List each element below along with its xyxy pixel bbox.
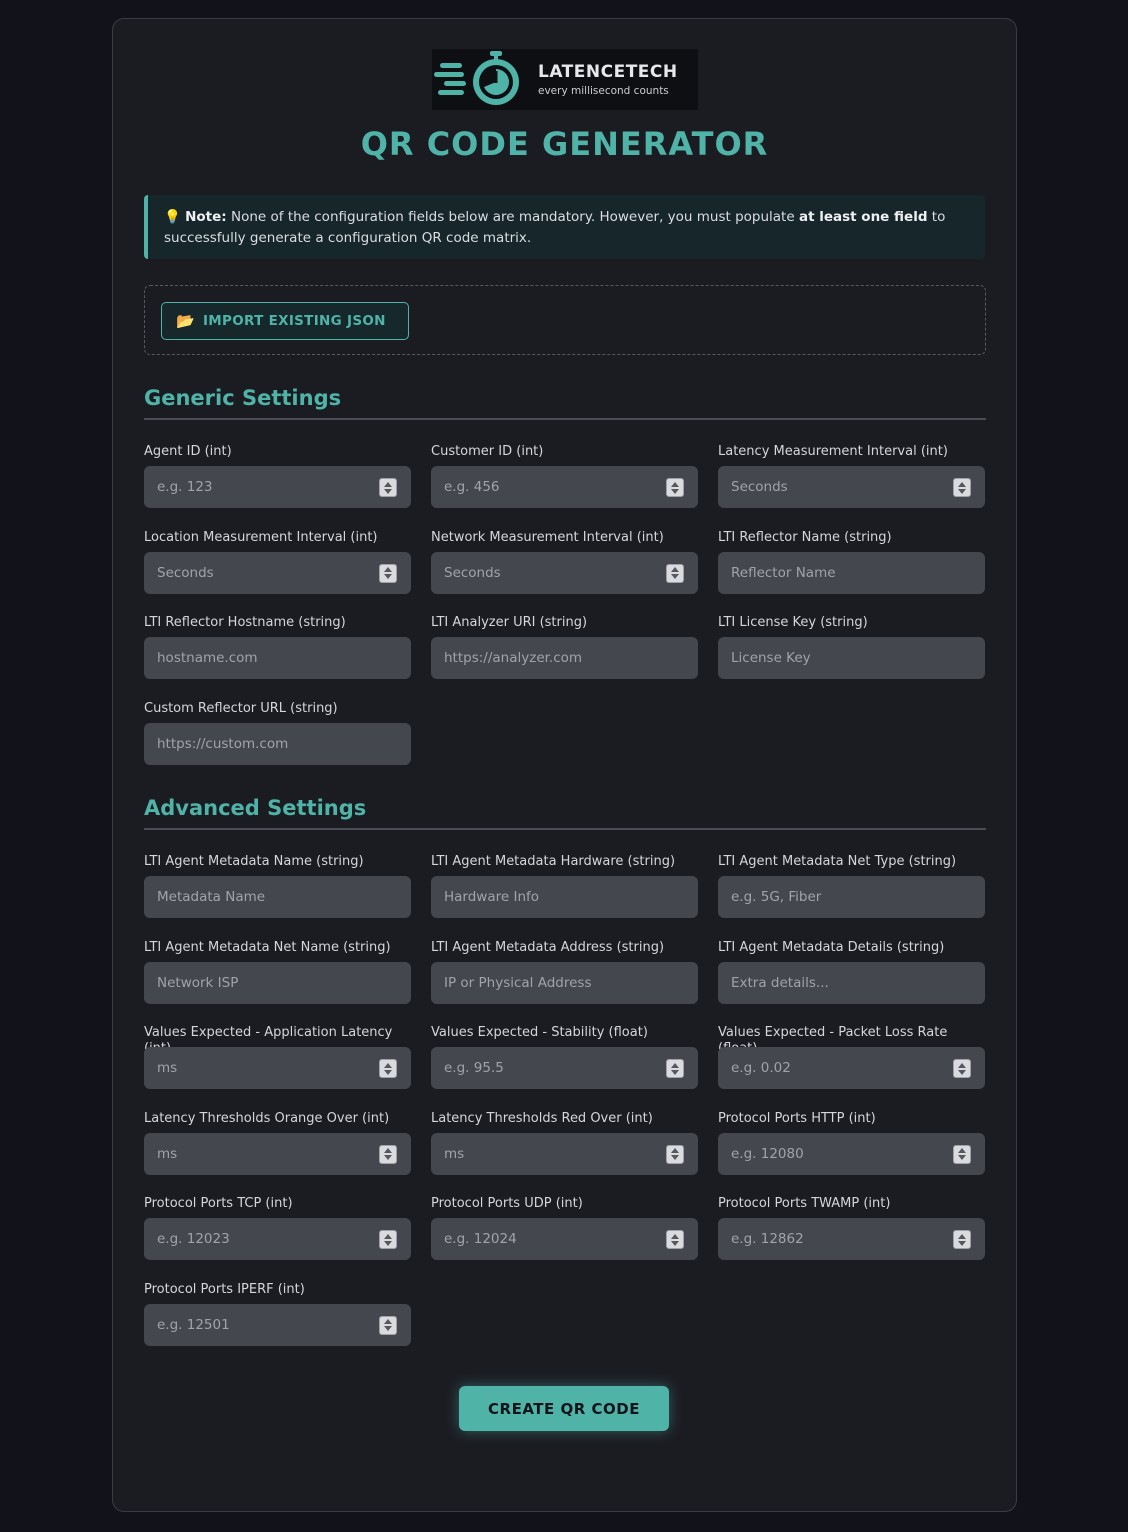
spinner-arrows-icon[interactable] bbox=[666, 564, 684, 583]
latency-thresholds-red-over-label: Latency Thresholds Red Over (int) bbox=[431, 1110, 653, 1126]
latency-thresholds-orange-over-label: Latency Thresholds Orange Over (int) bbox=[144, 1110, 390, 1126]
lti-agent-metadata-address-placeholder: IP or Physical Address bbox=[444, 974, 592, 991]
values-expected-application-latency-field bbox=[144, 1025, 411, 1111]
note-text: None of the configuration fields below are mandatory. However, you must populate bbox=[231, 209, 795, 225]
spinner-arrows-icon[interactable] bbox=[379, 478, 397, 497]
latency-measurement-interval-label: Latency Measurement Interval (int) bbox=[718, 444, 948, 459]
spinner-arrows-icon[interactable] bbox=[666, 478, 684, 497]
latency-thresholds-red-over-input[interactable] bbox=[431, 1133, 698, 1175]
values-expected-packet-loss-rate-input[interactable] bbox=[718, 1047, 985, 1089]
lti-agent-metadata-address-label: LTI Agent Metadata Address (string) bbox=[431, 939, 665, 955]
network-measurement-interval-label: Network Measurement Interval (int) bbox=[431, 529, 664, 545]
agent-id-field bbox=[144, 444, 411, 530]
protocol-ports-twamp-input[interactable] bbox=[718, 1218, 985, 1260]
lti-agent-metadata-hardware-field bbox=[431, 854, 698, 940]
custom-reflector-url-label: Custom Reflector URL (string) bbox=[144, 700, 338, 716]
protocol-ports-tcp-label: Protocol Ports TCP (int) bbox=[144, 1196, 293, 1211]
protocol-ports-twamp-field bbox=[718, 1196, 985, 1282]
latency-thresholds-orange-over-placeholder: ms bbox=[157, 1145, 178, 1162]
lti-agent-metadata-hardware-input[interactable] bbox=[431, 876, 698, 918]
spinner-arrows-icon[interactable] bbox=[379, 564, 397, 583]
customer-id-label: Customer ID (int) bbox=[431, 444, 544, 459]
location-measurement-interval-input[interactable] bbox=[144, 552, 411, 594]
lti-agent-metadata-name-placeholder: Metadata Name bbox=[157, 889, 266, 905]
lti-agent-metadata-hardware-label: LTI Agent Metadata Hardware (string) bbox=[431, 854, 676, 869]
customer-id-placeholder: e.g. 456 bbox=[444, 479, 500, 495]
protocol-ports-udp-label: Protocol Ports UDP (int) bbox=[431, 1196, 583, 1211]
lti-agent-metadata-net-type-label: LTI Agent Metadata Net Type (string) bbox=[718, 854, 957, 869]
lti-agent-metadata-net-type-input[interactable] bbox=[718, 876, 985, 918]
import-json-label: IMPORT EXISTING JSON bbox=[202, 313, 386, 329]
import-dropzone bbox=[144, 285, 986, 355]
values-expected-stability-input[interactable] bbox=[431, 1047, 698, 1089]
values-expected-packet-loss-rate-field bbox=[718, 1025, 985, 1111]
protocol-ports-udp-field bbox=[431, 1196, 698, 1282]
latency-measurement-interval-input[interactable] bbox=[718, 466, 985, 508]
page-title: QR CODE GENERATOR bbox=[360, 125, 769, 163]
lti-agent-metadata-name-field bbox=[144, 854, 411, 940]
latency-measurement-interval-placeholder: Seconds bbox=[731, 479, 788, 495]
lti-reflector-hostname-field bbox=[144, 615, 411, 701]
lti-reflector-hostname-label: LTI Reflector Hostname (string) bbox=[144, 615, 346, 630]
lti-agent-metadata-net-type-placeholder: e.g. 5G, Fiber bbox=[731, 889, 822, 905]
note-emphasis: at least one field bbox=[798, 209, 928, 225]
network-measurement-interval-input[interactable] bbox=[431, 552, 698, 594]
note-callout bbox=[144, 195, 985, 259]
import-json-button[interactable] bbox=[161, 302, 409, 340]
create-qr-code-button[interactable]: CREATE QR CODE bbox=[459, 1386, 669, 1431]
location-measurement-interval-placeholder: Seconds bbox=[157, 564, 214, 581]
lti-agent-metadata-net-name-input[interactable] bbox=[144, 962, 411, 1004]
lti-analyzer-uri-label: LTI Analyzer URI (string) bbox=[431, 615, 588, 630]
note-text-end: to successfully generate a configuration QR code matrix. bbox=[164, 209, 946, 246]
spinner-arrows-icon[interactable] bbox=[379, 1316, 397, 1335]
lti-agent-metadata-hardware-placeholder: Hardware Info bbox=[444, 889, 540, 905]
generator-card bbox=[112, 18, 1017, 1512]
values-expected-application-latency-placeholder: ms bbox=[157, 1060, 178, 1076]
values-expected-application-latency-input[interactable] bbox=[144, 1047, 411, 1089]
protocol-ports-iperf-placeholder: e.g. 12501 bbox=[157, 1316, 230, 1333]
lti-reflector-name-placeholder: Reflector Name bbox=[731, 564, 836, 581]
lti-analyzer-uri-placeholder: https://analyzer.com bbox=[444, 650, 583, 666]
lti-license-key-input[interactable] bbox=[718, 637, 985, 679]
values-expected-packet-loss-rate-label: Values Expected - Packet Loss Rate bbox=[718, 1025, 948, 1040]
agent-id-input[interactable] bbox=[144, 466, 411, 508]
note-label: Note: bbox=[185, 209, 227, 225]
lti-agent-metadata-net-name-field bbox=[144, 940, 411, 1026]
protocol-ports-udp-input[interactable] bbox=[431, 1218, 698, 1260]
lti-agent-metadata-address-field bbox=[431, 940, 698, 1026]
protocol-ports-iperf-label: Protocol Ports IPERF (int) bbox=[144, 1281, 305, 1297]
spinner-arrows-icon[interactable] bbox=[953, 1145, 971, 1164]
lti-agent-metadata-net-name-label: LTI Agent Metadata Net Name (string) bbox=[144, 939, 391, 955]
stopwatch-icon bbox=[432, 49, 532, 110]
latency-measurement-interval-field bbox=[718, 444, 985, 530]
lti-agent-metadata-details-field bbox=[718, 940, 985, 1026]
lightbulb-icon: 💡 bbox=[164, 209, 181, 225]
protocol-ports-http-label: Protocol Ports HTTP (int) bbox=[718, 1110, 876, 1126]
protocol-ports-tcp-placeholder: e.g. 12023 bbox=[157, 1231, 230, 1247]
values-expected-stability-field bbox=[431, 1025, 698, 1111]
lti-agent-metadata-net-name-placeholder: Network ISP bbox=[157, 974, 239, 991]
lti-reflector-name-label: LTI Reflector Name (string) bbox=[718, 529, 892, 545]
latency-thresholds-red-over-placeholder: ms bbox=[444, 1145, 465, 1162]
lti-agent-metadata-details-input[interactable] bbox=[718, 962, 985, 1004]
lti-agent-metadata-name-input[interactable] bbox=[144, 876, 411, 918]
values-expected-packet-loss-rate-placeholder: e.g. 0.02 bbox=[731, 1060, 791, 1076]
lti-reflector-hostname-placeholder: hostname.com bbox=[157, 650, 258, 666]
lti-agent-metadata-address-input[interactable] bbox=[431, 962, 698, 1004]
brand-name: LATENCETECH bbox=[538, 62, 678, 82]
protocol-ports-http-input[interactable] bbox=[718, 1133, 985, 1175]
protocol-ports-iperf-field bbox=[144, 1282, 411, 1368]
custom-reflector-url-input[interactable] bbox=[144, 723, 411, 765]
spinner-arrows-icon[interactable] bbox=[953, 1059, 971, 1078]
advanced-settings-grid bbox=[144, 854, 986, 1367]
latency-thresholds-orange-over-input[interactable] bbox=[144, 1133, 411, 1175]
brand-logo bbox=[432, 49, 698, 110]
brand-tagline: every millisecond counts bbox=[538, 85, 669, 97]
spinner-arrows-icon[interactable] bbox=[379, 1059, 397, 1078]
latency-thresholds-orange-over-field bbox=[144, 1111, 411, 1197]
lti-agent-metadata-name-label: LTI Agent Metadata Name (string) bbox=[144, 854, 364, 869]
spinner-arrows-icon[interactable] bbox=[953, 1230, 971, 1249]
lti-analyzer-uri-input[interactable] bbox=[431, 637, 698, 679]
spinner-arrows-icon[interactable] bbox=[953, 478, 971, 497]
agent-id-placeholder: e.g. 123 bbox=[157, 479, 213, 495]
lti-reflector-name-input[interactable] bbox=[718, 552, 985, 594]
customer-id-field bbox=[431, 444, 698, 530]
lti-license-key-field bbox=[718, 615, 985, 701]
protocol-ports-tcp-field bbox=[144, 1196, 411, 1282]
spinner-arrows-icon[interactable] bbox=[666, 1230, 684, 1249]
values-expected-application-latency-label: Values Expected - Application Latency bbox=[144, 1025, 393, 1040]
network-measurement-interval-field bbox=[431, 530, 698, 616]
custom-reflector-url-field bbox=[144, 701, 411, 787]
lti-license-key-label: LTI License Key (string) bbox=[718, 615, 868, 630]
spinner-arrows-icon[interactable] bbox=[666, 1145, 684, 1164]
protocol-ports-tcp-input[interactable] bbox=[144, 1218, 411, 1260]
lti-agent-metadata-details-placeholder: Extra details... bbox=[731, 974, 829, 991]
network-measurement-interval-placeholder: Seconds bbox=[444, 564, 501, 581]
latency-thresholds-red-over-field bbox=[431, 1111, 698, 1197]
generic-settings-title: Generic Settings bbox=[144, 386, 986, 420]
protocol-ports-twamp-label: Protocol Ports TWAMP (int) bbox=[718, 1196, 891, 1211]
spinner-arrows-icon[interactable] bbox=[666, 1059, 684, 1078]
customer-id-input[interactable] bbox=[431, 466, 698, 508]
values-expected-stability-label: Values Expected - Stability (float) bbox=[431, 1025, 648, 1040]
folder-icon: 📂 bbox=[176, 312, 195, 330]
protocol-ports-udp-placeholder: e.g. 12024 bbox=[444, 1231, 517, 1247]
protocol-ports-iperf-input[interactable] bbox=[144, 1304, 411, 1346]
location-measurement-interval-field bbox=[144, 530, 411, 616]
protocol-ports-http-placeholder: e.g. 12080 bbox=[731, 1145, 804, 1162]
lti-reflector-name-field bbox=[718, 530, 985, 616]
location-measurement-interval-label: Location Measurement Interval (int) bbox=[144, 529, 378, 545]
lti-analyzer-uri-field bbox=[431, 615, 698, 701]
spinner-arrows-icon[interactable] bbox=[379, 1145, 397, 1164]
lti-reflector-hostname-input[interactable] bbox=[144, 637, 411, 679]
agent-id-label: Agent ID (int) bbox=[144, 444, 232, 459]
lti-agent-metadata-details-label: LTI Agent Metadata Details (string) bbox=[718, 939, 945, 955]
values-expected-stability-placeholder: e.g. 95.5 bbox=[444, 1060, 504, 1076]
generic-settings-grid bbox=[144, 444, 986, 786]
spinner-arrows-icon[interactable] bbox=[379, 1230, 397, 1249]
advanced-settings-title: Advanced Settings bbox=[144, 796, 986, 830]
custom-reflector-url-placeholder: https://custom.com bbox=[157, 735, 289, 752]
protocol-ports-http-field bbox=[718, 1111, 985, 1197]
lti-license-key-placeholder: License Key bbox=[731, 650, 811, 666]
protocol-ports-twamp-placeholder: e.g. 12862 bbox=[731, 1231, 804, 1247]
lti-agent-metadata-net-type-field bbox=[718, 854, 985, 940]
